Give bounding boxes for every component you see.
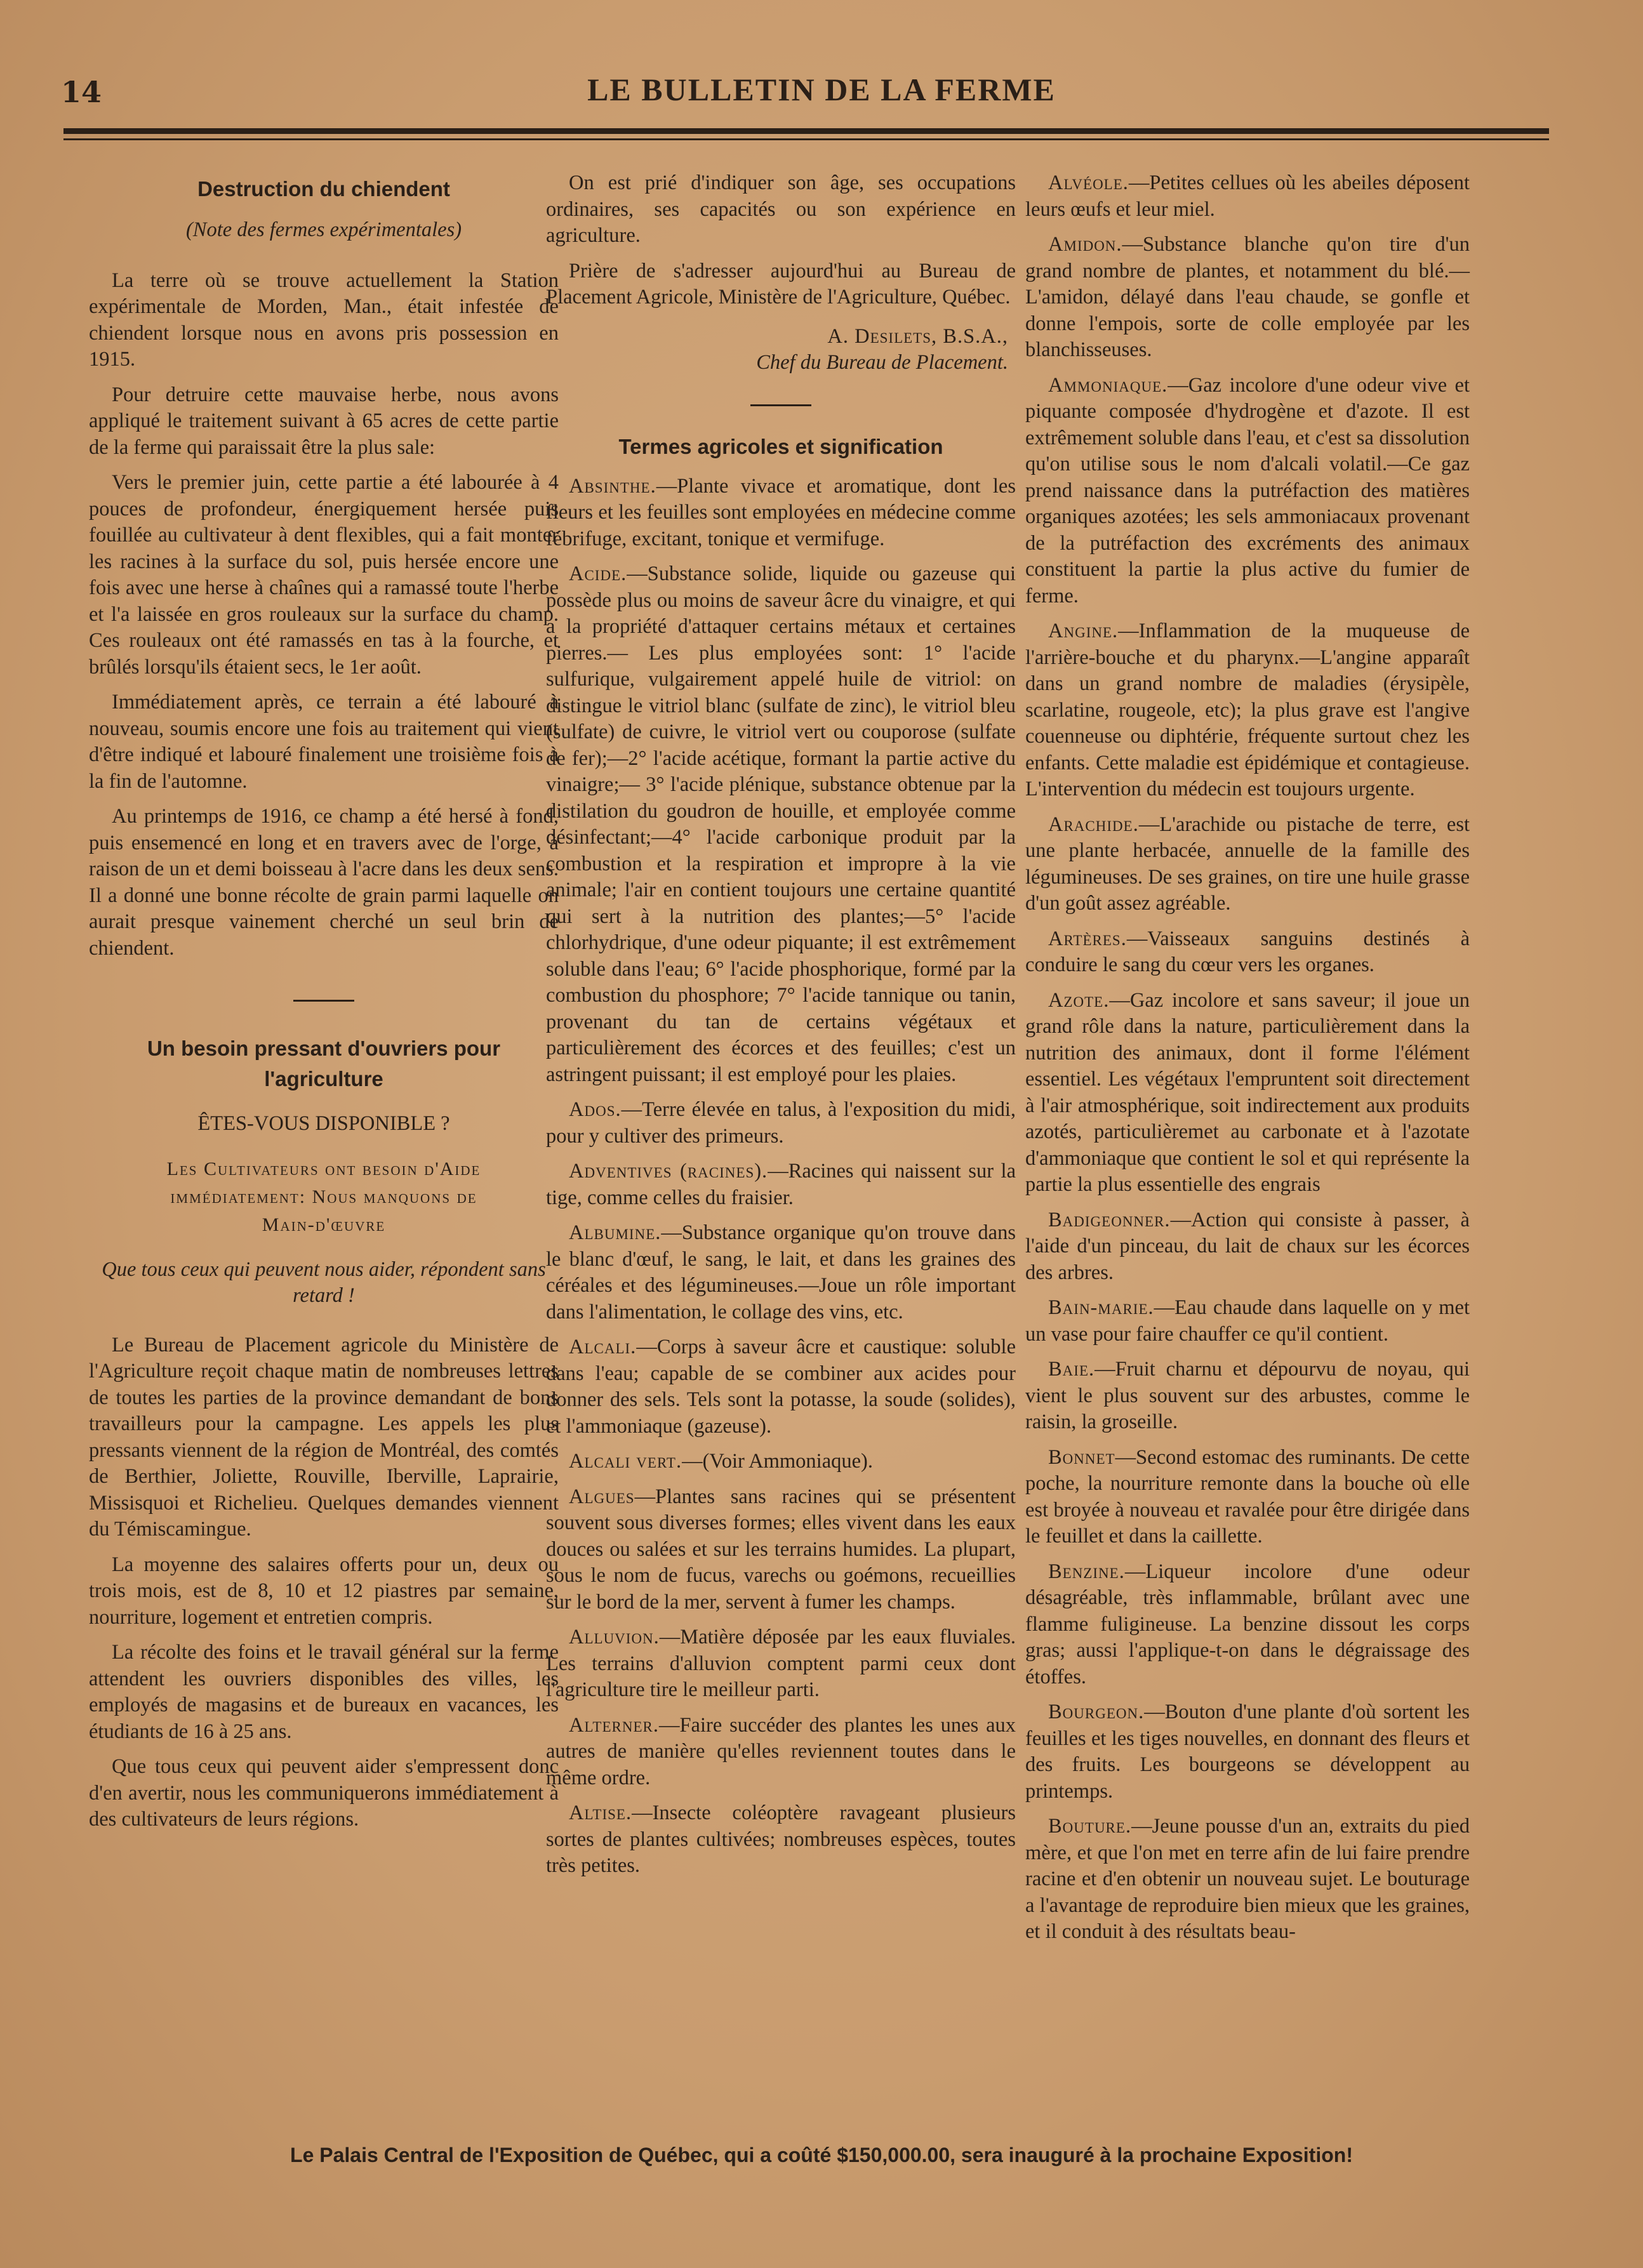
left-column [89, 170, 559, 1842]
article-title-termes: Termes agricoles et signification [618, 434, 943, 458]
paragraph: Le Bureau de Placement agricole du Ministère de l'Agriculture reçoit chaque matin de nombreuses lettres de toutes les parties de la province demandant de bons travailleurs pour la campagne. Les appels les plus pressants viennent de la région de Montréal, des comtés de Berthier, Joliette, Rouville, Iberville, Laprairie, Missisquoi et Richelieu. Quelques demandes viennent du Témiscamingue. [89, 1333, 559, 1541]
glossary-term: Ammoniaque. [1048, 373, 1168, 397]
glossary-definition: —Vaisseaux sanguins destinés à conduire le sang du cœur vers les organes. [1025, 927, 1470, 976]
glossary-definition: —Action qui consiste à passer, à l'aide d'un pinceau, du lait de chaux sur les écorces des arbres. [1025, 1208, 1470, 1284]
paragraph: Prière de s'adresser aujourd'hui au Bureau de Placement Agricole, Ministère de l'Agriculture, Québec. [546, 259, 1016, 308]
glossary-term: Bonnet [1048, 1445, 1115, 1469]
paragraph: Vers le premier juin, cette partie a été labourée à 4 pouces de profondeur, énergiquement hersée puis fouillée au cultivateur à dent flexibles, qui a fait monter les racines à la surface du sol, puis hersée encore une fois avec une herse à chaînes qui a ramassé toute l'herbe et l'a laissée en gros rouleaux sur la surface du champ. Ces rouleaux ont été ramassés en tas à la fourche, et brûlés lorsqu'ils étaient secs, le 1er août. [89, 471, 559, 679]
caps-line: Main-d'œuvre [262, 1214, 386, 1235]
glossary-term: Altise. [569, 1801, 632, 1824]
glossary-definition: —Substance solide, liquide ou gazeuse qui possède plus ou moins de saveur âcre du vinaigre, et qui a la propriété d'attaquer certains métaux et certaines pierres.— Les plus employées sont: 1° l'acide sulfurique, vulgairement appelé huile de vitriol: on distingue le vitriol blanc (sulfate de zinc), le vitriol bleu (sulfate) de cuivre, le vitriol vert ou couporose (sulfate de fer);—2° l'acide acétique, formant la partie active du vinaigre;— 3° l'acide plénique, substance obtenue par la distilation du goudron de houille, et employée comme désinfectant;—4° l'acide carbonique produit par la combustion et la respiration et impropre à la vie animale; l'air en contient toujours une certaine quantité qui sert à la nutrition des plantes;—5° l'acide chlorhydrique, d'une odeur piquante; il est extrêmement soluble dans l'eau; 6° l'acide phosphorique, formé par la combustion du phosphore; 7° l'acide tannique ou tanin, provenant du tan de certains végétaux et particulièrement des écorces et des feuilles; c'est un astringent puissant; il est employé pour les plaies. [546, 562, 1016, 1086]
glossary-entry [546, 1158, 1016, 1211]
glossary-entry [1025, 1559, 1470, 1691]
glossary-definition: —Fruit charnu et dépourvu de noyau, qui vient le plus souvent sur des arbustes, comme le raisin, la groseille. [1025, 1358, 1470, 1433]
page-number: 14 [61, 75, 102, 109]
glossary-term: Ados. [569, 1098, 622, 1121]
glossary-entry [1025, 1814, 1470, 1946]
glossary-definition: —Second estomac des ruminants. De cette poche, la nourriture remonte dans la bouche où elle est broyée à nouveau et ravalée pour être dirigée dans le feuillet et dans la caillette. [1025, 1445, 1470, 1548]
paragraph: On est prié d'indiquer son âge, ses occupations ordinaires, ses capacités ou son expérience en agriculture. [546, 171, 1016, 247]
glossary-term: Algues [569, 1485, 635, 1508]
header-rule-thick [63, 128, 1549, 134]
glossary-definition: —Petites cellues où les abeiles déposent leurs œufs et leur miel. [1025, 171, 1470, 221]
glossary-term: Alluvion. [569, 1626, 660, 1648]
glossary-entry [1025, 1699, 1470, 1805]
right-column [1025, 170, 1470, 1954]
glossary-entry [546, 1220, 1016, 1325]
paragraph: Que tous ceux qui peuvent aider s'empressent donc d'en avertir, nous les communiquerons immédiatement à des cultivateurs de leurs régions. [89, 1755, 559, 1831]
glossary-term: Arachide. [1048, 812, 1139, 836]
glossary-entry [546, 1713, 1016, 1792]
glossary-entry [546, 1800, 1016, 1880]
glossary-entry [1025, 1295, 1470, 1348]
glossary-entry [546, 561, 1016, 1088]
article-title-ouvriers-line1: Un besoin pressant d'ouvriers pour [147, 1037, 501, 1060]
glossary-term: Amidon. [1048, 233, 1122, 256]
glossary-entry [1025, 373, 1470, 610]
glossary-term: Bouture. [1048, 1815, 1132, 1838]
section-separator [750, 404, 811, 406]
glossary-entry [546, 1097, 1016, 1150]
article-italic-callout: Que tous ceux qui peuvent nous aider, répondent sans retard ! [102, 1257, 546, 1307]
glossary-entry [1025, 988, 1470, 1198]
glossary-definition: —(Voir Ammoniaque). [682, 1450, 874, 1473]
glossary-term: Artères. [1048, 927, 1127, 950]
article-caps-block [89, 1155, 559, 1239]
glossary-definition: —Faire succéder des plantes les unes aux autres de manière qu'elles reviennent toutes dans le même ordre. [546, 1713, 1016, 1789]
glossary-definition: —Matière déposée par les eaux fluviales. Les terrains d'alluvion comptent parmi ceux dont l'agriculture tire le meilleur parti. [546, 1626, 1016, 1701]
glossary-term: Alcali vert. [569, 1450, 682, 1473]
glossary-entry [1025, 618, 1470, 803]
article-title-chiendent: Destruction du chiendent [197, 177, 450, 201]
glossary-term: Adventives (racines). [569, 1160, 768, 1183]
glossary-definition: —Corps à saveur âcre et caustique: soluble dans l'eau; capable de se combiner aux acides pour donner des sels. Tels sont la potasse, la soude (solides), et l'ammoniaque (gazeuse). [546, 1336, 1016, 1438]
footer-banner: Le Palais Central de l'Exposition de Québec, qui a coûté $150,000.00, sera inauguré à la prochaine Exposition! [290, 2144, 1353, 2166]
glossary-entry [1025, 1207, 1470, 1287]
glossary-term: Alvéole. [1048, 171, 1129, 194]
glossary-entry [1025, 170, 1470, 223]
glossary-term: Baie. [1048, 1358, 1095, 1381]
masthead-title: LE BULLETIN DE LA FERME [587, 72, 1056, 107]
article-subtitle: ÊTES-VOUS DISPONIBLE ? [197, 1112, 450, 1135]
glossary-term: Angine. [1048, 620, 1119, 642]
glossary-term: Bourgeon. [1048, 1701, 1145, 1723]
glossary-term: Alcali. [569, 1336, 637, 1358]
glossary-term: Benzine. [1048, 1560, 1125, 1583]
glossary-entry [1025, 232, 1470, 364]
glossary-entry [1025, 1356, 1470, 1436]
glossary-definition: —Substance organique qu'on trouve dans le blanc d'œuf, le sang, le lait, et dans les graines des céréales et des légumineuses.—Joue un rôle important dans l'alimentation, le collage des vins, etc. [546, 1221, 1016, 1323]
glossary-definition: —Plante vivace et aromatique, dont les fleurs et les feuilles sont employées en médecine comme fébrifuge, excitant, tonique et vermifuge. [546, 474, 1016, 550]
glossary-definition: —Plantes sans racines qui se présentent souvent sous diverses formes; elles vivent dans les eaux douces ou salées et sur les terrains humides. La plupart, sous le nom de fucus, varechs ou goémons, recueillies sur le bord de la mer, servent à fumer les champs. [546, 1485, 1016, 1614]
glossary-definition: —Substance blanche qu'on tire d'un grand nombre de plantes, et notamment du blé.—L'amidon, délayé dans l'eau chaude, se gonfle et donne l'empois, sorte de colle employée par les blanchisseuses. [1025, 233, 1470, 361]
glossary-list [546, 474, 1016, 1880]
glossary-entry [546, 474, 1016, 553]
glossary-term: Azote. [1048, 988, 1110, 1012]
middle-column [546, 170, 1016, 1888]
paragraph: Pour detruire cette mauvaise herbe, nous avons appliqué le traitement suivant à 65 acres de cette partie de la ferme qui paraissait être la plus sale: [89, 383, 559, 459]
paragraph: La récolte des foins et le travail général sur la ferme attendent les ouvriers disponibles des villes, les employés de magasins et de bureaux en vacances, les étudiants de 16 à 25 ans. [89, 1641, 559, 1743]
paragraph: La moyenne des salaires offerts pour un, deux ou trois mois, est de 8, 10 et 12 piastres par semaine, nourriture, logement et entretien compris. [89, 1553, 559, 1629]
glossary-definition: —Gaz incolore d'une odeur vive et piquante composée d'hydrogène et d'azote. Il est extrêmement soluble dans l'eau, et c'est sa dissolution qu'on utilise sous le nom d'alcali volatil.—Ce gaz prend naissance dans la putréfaction des matières organiques azotées; les sels ammoniacaux provenant de la putréfaction des excréments des animaux constituent la partie la plus active du fumier de ferme. [1025, 373, 1470, 607]
glossary-entry [1025, 1445, 1470, 1550]
glossary-entry [1025, 812, 1470, 917]
caps-line: immédiatement: Nous manquons de [170, 1186, 477, 1207]
glossary-term: Acide. [569, 562, 627, 585]
glossary-entry [546, 1624, 1016, 1704]
glossary-term: Alterner. [569, 1713, 659, 1737]
paragraph: Immédiatement après, ce terrain a été labouré à nouveau, soumis encore une fois au traitement qui vient d'être indiqué et labouré finalement une troisième fois à la fin de l'automne. [89, 691, 559, 793]
glossary-term: Albumine. [569, 1221, 662, 1244]
section-separator [293, 1000, 354, 1002]
signature-name: A. Desilets, B.S.A., [827, 324, 1008, 348]
glossary-entry [1025, 926, 1470, 979]
glossary-term: Badigeonner. [1048, 1208, 1171, 1231]
header-rule-thin [63, 138, 1549, 140]
glossary-entry [546, 1334, 1016, 1440]
glossary-definition: —Gaz incolore et sans saveur; il joue un grand rôle dans la nature, particulièrement dans la nutrition des animaux, dont il forme l'élément essentiel. Les végétaux l'empruntent soit directement à l'air atmosphérique, soit indirectement aux produits azotés, particulièremet au carbonate et à l'azotate d'ammoniaque que contient le sol et qui représente la partie la plus essentielle des engrais [1025, 988, 1470, 1196]
glossary-entry [546, 1449, 1016, 1475]
glossary-definition: —Jeune pousse d'un an, extraits du pied mère, et que l'on met en terre afin de lui faire prendre racine et d'en obtenir un nouveau sujet. Le bouturage a l'avantage de reproduire bien mieux que les graines, et il conduit à des résultats beau- [1025, 1815, 1470, 1943]
glossary-list [1025, 170, 1470, 1946]
glossary-definition: —Liqueur incolore d'une odeur désagréable, très inflammable, brûlant avec une flamme fuligineuse. La benzine dissout les corps gras; aussi l'applique-t-on dans le dégraissage des étoffes. [1025, 1560, 1470, 1688]
article-note: (Note des fermes expérimentales) [185, 218, 462, 241]
paragraph: Au printemps de 1916, ce champ a été hersé à fond, puis ensemencé en long et en travers avec de l'orge, à raison de un et demi boisseau à l'acre dans les deux sens. Il a donné une bonne récolte de grain parmi laquelle on aurait presque vainement cherché un seul brin de chiendent. [89, 805, 559, 960]
glossary-definition: —Terre élevée en talus, à l'exposition du midi, pour y cultiver des primeurs. [546, 1098, 1016, 1148]
caps-line: Les Cultivateurs ont besoin d'Aide [166, 1158, 481, 1179]
glossary-definition: —Insecte coléoptère ravageant plusieurs sortes de plantes cultivées; nombreuses espèces, toutes très petites. [546, 1801, 1016, 1877]
glossary-entry [546, 1484, 1016, 1616]
glossary-definition: —L'arachide ou pistache de terre, est une plante herbacée, annuelle de la famille des légumineuses. De ses graines, on tire une huile grasse d'un goût assez agréable. [1025, 812, 1470, 915]
glossary-definition: —Racines qui naissent sur la tige, comme celles du fraisier. [546, 1160, 1016, 1209]
glossary-term: Absinthe. [569, 474, 656, 498]
glossary-definition: —Inflammation de la muqueuse de l'arrière-bouche et du pharynx.—L'angine apparaît dans un grand nombre de maladies (érysipèle, scarlatine, rougeole, etc); la plus grave est l'angive couenneuse ou diphtérie, fréquente surtout chez les enfants. Cette maladie est épidémique et contagieuse. L'intervention du médecin est toujours urgente. [1025, 620, 1470, 800]
glossary-definition: —Eau chaude dans laquelle on y met un vase pour faire chauffer ce qu'il contient. [1025, 1296, 1470, 1346]
glossary-definition: —Bouton d'une plante d'où sortent les feuilles et les tiges nouvelles, en donnant des fleurs et des fruits. Les bourgeons se développent au printemps. [1025, 1701, 1470, 1803]
glossary-term: Bain-marie. [1048, 1296, 1154, 1319]
article-title-ouvriers-line2: l'agriculture [264, 1067, 383, 1091]
signature-title: Chef du Bureau de Placement. [756, 351, 1008, 374]
paragraph: La terre où se trouve actuellement la Station expérimentale de Morden, Man., était infestée de chiendent lorsque nous en avons pris possession en 1915. [89, 269, 559, 371]
